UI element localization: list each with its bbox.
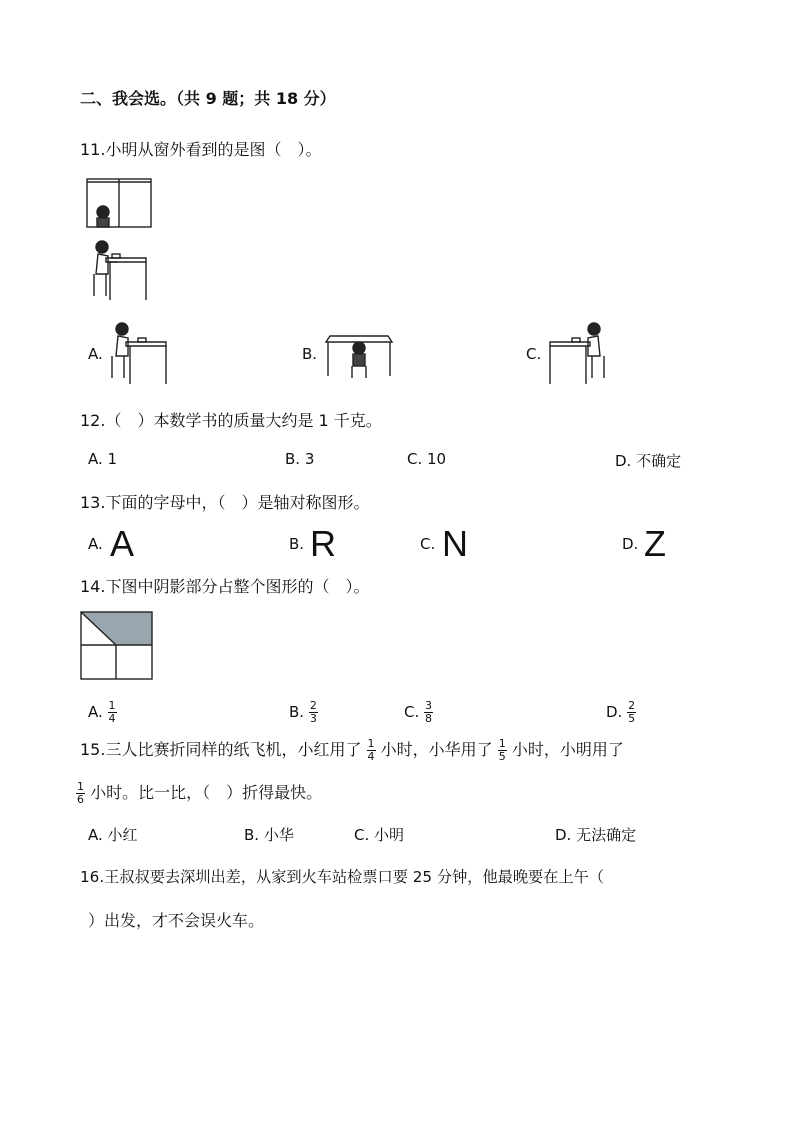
fraction-xiaohong: $\frac{1}{4}$ xyxy=(367,737,375,763)
q14-option-a[interactable] xyxy=(88,700,117,725)
q14-option-d[interactable] xyxy=(606,700,636,725)
q11-option-a[interactable]: A. xyxy=(88,345,103,363)
q14-option-b-label: B. xyxy=(289,703,305,721)
question-16-line-2: ）出发，才不会误火车。 xyxy=(88,911,265,930)
question-12-text: 12.（ ）本数学书的质量大约是 1 千克。 xyxy=(80,411,382,430)
question-15-line-2 xyxy=(76,780,322,806)
q14-option-c-label: C. xyxy=(404,703,420,721)
girl-at-desk-icon xyxy=(88,238,154,304)
q13-letter-n: N xyxy=(442,523,468,564)
q12-option-b[interactable]: B. 3 xyxy=(285,450,315,468)
fraction-xiaoming: $\frac{1}{6}$ xyxy=(77,780,84,806)
fraction-xiaohua: $\frac{1}{5}$ xyxy=(498,737,506,763)
q13-option-b-label[interactable]: B. xyxy=(289,535,305,553)
q11-option-b[interactable]: B. xyxy=(302,345,318,363)
shaded-square-figure xyxy=(80,611,154,681)
girl-at-desk-side-icon xyxy=(104,320,170,386)
fraction-three-eighths: $\frac{3}{8}$ xyxy=(425,699,433,725)
q15-text-part-3: 小时，小明用了 xyxy=(511,740,624,759)
q11-option-c[interactable]: C. xyxy=(526,345,542,363)
q14-option-c[interactable] xyxy=(404,700,433,725)
q13-letter-z: Z xyxy=(644,523,666,564)
q15-text-part-1: 15.三人比赛折同样的纸飞机，小红用了 xyxy=(80,740,362,759)
q13-option-a-label[interactable]: A. xyxy=(88,535,103,553)
question-15-line-1 xyxy=(80,737,624,763)
q15-option-c[interactable]: C. 小明 xyxy=(354,826,405,844)
q15-text-part-2: 小时，小华用了 xyxy=(380,740,493,759)
question-16-line-1: 16.王叔叔要去深圳出差，从家到火车站检票口要 25 分钟，他最晚要在上午（ xyxy=(80,868,604,886)
fraction-one-quarter: $\frac{1}{4}$ xyxy=(108,699,116,725)
window-boy-icon xyxy=(86,178,156,230)
q12-option-d[interactable]: D. 不确定 xyxy=(615,452,682,470)
q15-option-a[interactable]: A. 小红 xyxy=(88,826,138,844)
q13-letter-a: A xyxy=(110,523,135,564)
q15-option-d[interactable]: D. 无法确定 xyxy=(555,826,637,844)
girl-at-desk-mirrored-icon xyxy=(546,320,612,386)
q12-option-a[interactable]: A. 1 xyxy=(88,450,118,468)
q15-text-part-4: 小时。比一比，（ ）折得最快。 xyxy=(90,783,323,802)
shaded-region xyxy=(81,612,152,645)
q12-option-c[interactable]: C. 10 xyxy=(407,450,447,468)
q14-option-d-label: D. xyxy=(606,703,623,721)
q14-option-b[interactable] xyxy=(289,700,318,725)
question-11-text: 11.小明从窗外看到的是图（ ）。 xyxy=(80,140,322,159)
question-14-text: 14.下图中阴影部分占整个图形的（ ）。 xyxy=(80,577,370,596)
q15-option-b[interactable]: B. 小华 xyxy=(244,826,294,844)
question-13-text: 13.下面的字母中，（ ）是轴对称图形。 xyxy=(80,493,370,512)
fraction-two-thirds: $\frac{2}{3}$ xyxy=(309,699,317,725)
girl-at-desk-front-icon xyxy=(322,330,396,380)
q13-letter-r: R xyxy=(310,523,336,564)
q13-option-c-label[interactable]: C. xyxy=(420,535,436,553)
q13-option-d-label[interactable]: D. xyxy=(622,535,639,553)
section-title: 二、我会选。（共 9 题；共 18 分） xyxy=(80,89,336,108)
fraction-two-fifths: $\frac{2}{5}$ xyxy=(628,699,636,725)
q14-option-a-label: A. xyxy=(88,703,103,721)
